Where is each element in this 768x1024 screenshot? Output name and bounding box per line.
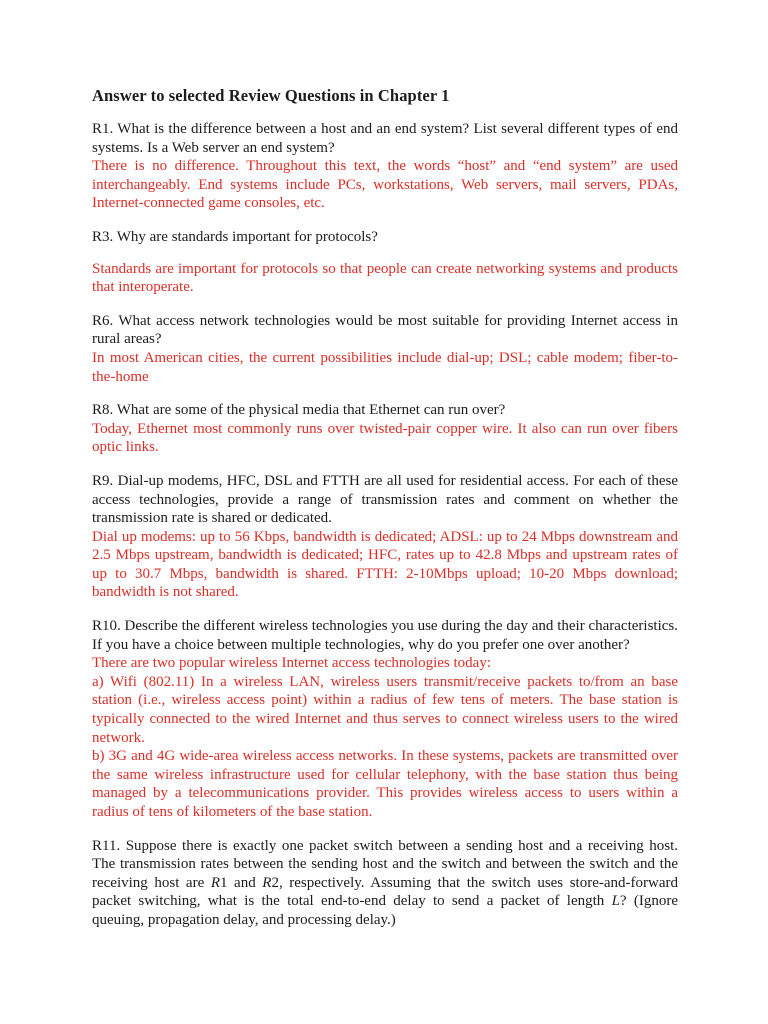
qa-section-r8 — [92, 401, 678, 457]
answer-text: There is no difference. Throughout this text, the words “host” and “end system” are used interchangeably. End systems include PCs, workstations, Web servers, mail servers, PDAs, Internet-connected game consoles, etc. — [92, 158, 678, 212]
qa-section-r3 — [92, 228, 678, 297]
question-text — [92, 312, 678, 349]
question-segment: R11. Suppose there is exactly one packet switch between a sending host and a receiving host. The transmission rates between the sending host and the switch and between the switch and the receiving host are — [92, 837, 678, 891]
answer-text: There are two popular wireless Internet access technologies today: — [92, 655, 492, 672]
question-text — [92, 228, 678, 247]
question-segment: R10. Describe the different wireless technologies you use during the day and their characteristics. If you have a choice between multiple technologies, why do you prefer one over another? — [92, 618, 678, 653]
question-text — [92, 472, 678, 528]
question-segment: 2, respectively. Assuming that the switch uses store-and-forward packet switching, what is the total end-to-end delay to send a packet of length — [92, 874, 678, 910]
question-text — [92, 837, 678, 930]
qa-section-r6 — [92, 312, 678, 386]
question-segment: R1. What is the difference between a host and an end system? List several different types of end systems. Is a Web server an end system? — [92, 121, 678, 156]
qa-section-r11 — [92, 837, 678, 930]
document-content — [92, 86, 678, 945]
question-segment: 1 and — [219, 874, 263, 891]
question-segment: R6. What access network technologies would be most suitable for providing Internet access in rural areas? — [92, 312, 678, 348]
question-segment: R3. Why are standards important for protocols? — [92, 228, 378, 245]
answer-text: In most American cities, the current possibilities include dial-up; DSL; cable modem; fiber-to-the-home — [92, 349, 678, 385]
question-text — [92, 401, 678, 420]
math-variable: L — [611, 893, 620, 910]
qa-section-r9 — [92, 472, 678, 602]
question-segment: ? (Ignore queuing, propagation delay, and processing delay.) — [92, 893, 678, 928]
math-variable: R — [262, 874, 272, 891]
document-body — [92, 120, 678, 930]
qa-section-r1 — [92, 120, 678, 213]
qa-section-r10 — [92, 617, 678, 822]
question-segment: R9. Dial-up modems, HFC, DSL and FTTH are all used for residential access. For each of these access technologies, provide a range of transmission rates and comment on whether the transmission rate is shared or dedicated. — [92, 472, 678, 527]
question-text — [92, 120, 678, 157]
answer-text: Dial up modems: up to 56 Kbps, bandwidth is dedicated; ADSL: up to 24 Mbps downstream and 2.5 Mbps upstream, bandwidth is dedicated; HFC, rates up to 42.8 Mbps and upstream rates of up to 30.7 Mbps, bandwidth is shared. FTTH: 2-10Mbps upload; 10-20 Mbps download; bandwidth is not shared. — [92, 528, 678, 601]
question-text — [92, 617, 678, 654]
question-segment: R8. What are some of the physical media that Ethernet can run over? — [92, 402, 506, 419]
document-title: Answer to selected Review Questions in Chapter 1 — [92, 86, 450, 105]
answer-text: a) Wifi (802.11) In a wireless LAN, wireless users transmit/receive packets to/from an base station (i.e., wireless access point) within a radius of few tens of meters. The base station is typically connected to the wired Internet and thus serves to connect wireless users to the wired network. — [92, 673, 678, 746]
math-variable: R — [210, 874, 220, 891]
answer-text: Today, Ethernet most commonly runs over twisted-pair copper wire. It also can run over fibers optic links. — [92, 420, 678, 456]
answer-text: Standards are important for protocols so that people can create networking systems and products that interoperate. — [92, 260, 678, 296]
answer-text: b) 3G and 4G wide-area wireless access networks. In these systems, packets are transmitted over the same wireless infrastructure used for cellular telephony, with the base station thus being managed by a telecommunications provider. This provides wireless access to users within a radius of tens of kilometers of the base station. — [92, 748, 678, 820]
